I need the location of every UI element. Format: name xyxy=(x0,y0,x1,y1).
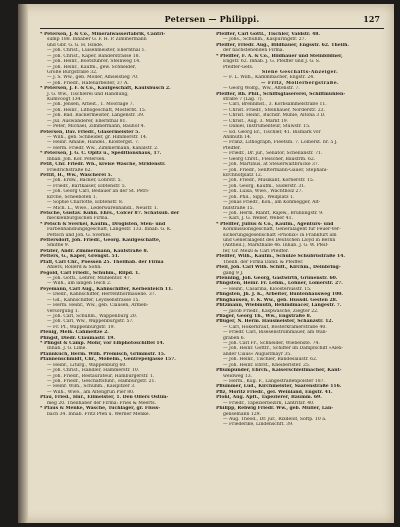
directory-entry-line: — Jacob Friedr., Kaspwäsche, Ziegter 22. xyxy=(223,308,319,314)
directory-entry-line: und Generalagent des Deutschen Lloyd in Berlin xyxy=(223,238,336,244)
directory-entry-line: fer, Gr. Meizl & Carl Pfeiffer. xyxy=(223,248,289,254)
directory-entry-line: — Wilh., Wwe., am Altengrun Pier 80. xyxy=(47,389,135,395)
directory-entry-line: — Joh. Heinr., Bootsführer, Steinweg 14. xyxy=(47,59,141,65)
directory-entry-line: — Joh. Erdw., Bäcker, Lohrstr. 5. xyxy=(47,178,122,184)
directory-entry-line: Pettersdorf, Joh. Friedr., Georg. Kaufgeschäfte, xyxy=(40,238,161,244)
directory-entry-line: — Jul. Auswanderer, Ellernthal 81. xyxy=(47,118,127,124)
directory-entry-line: kirche, Scheebofen 1. xyxy=(47,194,98,200)
directory-entry-line: — Joh. Friedr., Senftermann-Gauer, Stephani- xyxy=(223,167,328,173)
directory-entry-line: — Friedr. Carl, Bisesenstrummauer, am Wall- xyxy=(223,330,328,336)
directory-entry-line: Pfitzmann, Wiebmuth, Behindmacer, Langestr. 7. xyxy=(216,303,342,309)
directory-entry-line: Pflumpunder, Ehrch., Kaiserschleifmacher, Kant- xyxy=(216,368,342,374)
directory-entry-line: * Pfingst & Camp. Mohr, vor Elbphotoschiffel 14. xyxy=(40,341,165,347)
directory-entry-line: — Joh. Friedr., Geschäftsführ., Hamburgstr. 21. xyxy=(47,379,156,384)
directory-entry-line: — Christ., Aug. 3. Markt 19. xyxy=(223,118,289,124)
page-header xyxy=(40,14,384,27)
directory-entry-line: Pfenning, Joh. Georg, Gastwirth, Grünenstr. 60. xyxy=(216,275,338,281)
header-rule xyxy=(40,28,384,29)
directory-entry-line: Pfeil, Joh. Carl Wilh. Schiff., Kirchm., Deinbring- xyxy=(216,265,341,271)
directory-entry-line: Pfaff, Carl Chr., Poessen 25. Theilhab. der Firma xyxy=(40,259,164,265)
directory-entry-line: Pfläger, Georg Th., Ww., Engstraße 8. xyxy=(216,313,312,319)
directory-entry-line: Petersen, Dav. Friedr., Glasermeister 5. xyxy=(40,129,140,135)
page-gutter-shadow xyxy=(18,4,28,523)
directory-entry-line: — Heinr. Amalie, Händel., Klöstergst. 7. xyxy=(47,140,140,146)
directory-entry-line: Pfeiffer, Friedr. Aug., Bildhauer, Engsstr. 62. Theilh. xyxy=(216,42,349,48)
directory-entry-line: Inhab. J. G. Lime. xyxy=(47,346,87,352)
directory-entry-line: gensemann 129. xyxy=(223,411,262,417)
directory-entry-line: Pfeiffer, Rh. Phil., Schiffsgläsererei, Schiffmühlen- xyxy=(216,91,346,97)
directory-entry-line: Pegold, Carl Friedr., Schuhm., Rilpd. 1. xyxy=(40,270,140,276)
directory-entry-line: sicherungsgesellschaft »Phönix« in Frankfurt am xyxy=(223,232,337,238)
directory-entry-line: — Fr. Pf., Wappenburgstr. 19. xyxy=(47,324,115,330)
directory-entry-line: — Joh. Friedr., Hafenarbeiter, 37 A. xyxy=(47,80,129,86)
directory-entry-line: Große Burgstraße 32. xyxy=(47,69,98,75)
directory-entry-line: sump 188. Inhaber G. F. H. P. Zimmermann xyxy=(47,37,147,43)
directory-entry-line: * Pfeiffer, F. A. & Co., Bildhauer und Steinbildner, xyxy=(216,53,343,59)
directory-entry-line: — Joh. Heinr. Ehrst., Kneiberlster. 25. xyxy=(223,362,311,368)
directory-entry-line: — Ed. Georg Er., Tischler, 41. Bismark vor xyxy=(223,129,321,135)
directory-entry-line: * Pfaus & Menke, Wäsche, Tuchlager, gr. Fluss- xyxy=(40,406,161,412)
directory-entry-line: — Joh. Luisa, Wwe., Wachtholz 27. xyxy=(223,189,303,195)
directory-entry-line: — Karl, J. G. Weber, Weber 41. xyxy=(223,216,293,222)
directory-entry-line: Peyemann, Carl Aug., Kahnschiffer, Kerbenteich 11. xyxy=(40,286,173,292)
directory-entry-line: Pettsch und Joh. G. Sverkel. xyxy=(47,232,112,238)
directory-entry-line: Smithe 9. xyxy=(47,243,70,249)
directory-entry-line: Inhab. Joh. Kör. Petersen. xyxy=(47,156,106,162)
directory-entry-line: — J. S. Ww., geb. Möller, Amselstieg 70. xyxy=(47,75,139,81)
directory-entry-line: — Joh. Carl, Schuhm., Wappenburg 20. xyxy=(47,313,138,319)
directory-entry-line: — Christ. Friedr., Steinhauer, Norderstr. 23. xyxy=(223,107,325,113)
directory-entry-line: — Joh. Heinr., Tischler, Bandeslaustr. 62. xyxy=(223,357,318,363)
directory-entry-line: Friedrichstraße 62. xyxy=(47,167,92,173)
directory-entry-line: — Carl, Hökerkraut, Bosterkramerstraße 40. xyxy=(223,324,327,330)
directory-entry-line: — Joh. Gottl., Lehrer, Mühlentor. 47. xyxy=(47,275,132,281)
directory-entry-line: — Joh. Carl Fr., Schneider, Wiebenste. 74. xyxy=(223,341,320,347)
directory-entry-line: Kumvoogt 134. xyxy=(47,97,82,103)
directory-entry-line: * Pfeiffer, Julius & Co., Kaufm., Agenturs- und xyxy=(216,221,334,227)
directory-entry-line: Ahlmuth 14. xyxy=(223,135,252,141)
directory-entry-line: Pflüger, N. Herm. Hausmeister, Schanzstr. 12. xyxy=(216,319,334,325)
directory-entry-line: Pfingst, Diedr. Ciaumastr. 19. xyxy=(40,335,115,341)
directory-entry-line: — Franz, Lithograph, Fleetsm. 7. Lomerst. nr. 5 J. xyxy=(223,140,338,146)
directory-entry-line: — Joh. Martinus, at Steuerwaltbrücke 37. xyxy=(223,162,320,168)
directory-entry-line: — Sophie Charlotte, Elbtenstr. 8. xyxy=(47,200,124,206)
directory-entry-line: — Joh. Herm. Rlanft, Rajew., Brühlingstr. 9. xyxy=(223,210,324,216)
directory-entry-line: und Gbr. G. G. H. Hinde. xyxy=(47,42,104,48)
directory-entry-line: versorgung 1. xyxy=(47,308,80,314)
directory-entry-line: Pfannkuch, Herm. Wilh. Premisch, Grimmstr. 15. xyxy=(40,351,166,357)
directory-entry-line: gang 9 J. xyxy=(223,270,244,276)
directory-entry-line: Pfau, Fried., Hnr., Eilmeister, 1. Den Ollers Ostim- xyxy=(40,395,169,401)
directory-entry-line: — Herm. Friedr. Ww., Zimmermann, Kanalstr. 2. xyxy=(47,145,159,151)
directory-entry-line: (Abtheil.), Markthalle 46. Inhab. J. G. W. Pfeif- xyxy=(223,243,329,249)
directory-entry-line: — Friedr., Tapezierbezirk, Lantritzr. 40. xyxy=(223,400,315,406)
directory-entry-line: — F. L. Wilh., Kammmacher, Engstr. 24. xyxy=(223,75,315,81)
directory-entry-line: Pfannenschmidt, Chr., Möbelm., Gentrepelgasse 157. xyxy=(40,357,176,363)
directory-entry-line: Ahlers, Rollerd & Sohn. xyxy=(47,265,102,271)
directory-entry-line: — Joh. Heinr., Kaufm., gew. Schneider, xyxy=(47,64,137,70)
directory-entry-line: Pfeiffer-Gefs. xyxy=(223,64,254,70)
directory-entry-line: Engstr. 62. Inhab. J. G. Pfeiffer und J. G. S. xyxy=(223,59,321,65)
directory-entry-line: — Peter, Michael, Zimmermann, Bauhof 4. xyxy=(47,124,145,130)
directory-entry-line: Farbenhandlungsgeschäft, Langestr. 133. Inhab. G. K. xyxy=(47,227,172,233)
directory-entry-line: — Herm., Kug. F., Langestraßenpolster 187. xyxy=(223,379,325,384)
directory-entry-line: — Heinr., Cäsarina, Kloosteriusstr. 15. xyxy=(223,286,312,292)
directory-entry-line: meg 20. Theilhaber der Firma: Fries & Meerts. xyxy=(47,400,157,406)
directory-entry-line: Petit, Chr. Friedr. Wh., kreise Wäsche, Stridenstr. xyxy=(40,162,166,168)
directory-entry-line: — Georg Wolfg., Ww., Altenstr. 7. xyxy=(223,86,300,92)
directory-entry-line: ander Ciaus« Augustmayr 35. xyxy=(223,351,292,357)
directory-entry-line: Pflz, Moritz Friedr., gel. Weinland, Engstr. 41. xyxy=(216,389,333,395)
directory-entry-line: Pflummer, Lud., Kirchmeister, Saarenstraße 116. xyxy=(216,384,342,390)
directory-entry-line: hüfstraße 15. xyxy=(223,205,254,211)
directory-entry-line: — Joh. Carl, Ww., Wappenburgstr. 57. xyxy=(47,319,134,325)
directory-entry-line: Philipp, Rebwig Friedr. Ww., geb. Müller, Lan- xyxy=(216,406,334,412)
directory-entry-line: * Petsch & Sverkel, Kaufm., Drogisten, Sten- und xyxy=(40,221,166,227)
directory-entry-line: — Joh. Friedr., Restaurateur, Hamburgerstr. 1. xyxy=(47,373,155,379)
directory-entry-line: — Joh. Friedr., Musikant, Körnerstr. 15. xyxy=(223,178,315,184)
directory-entry-line: * Petersen, J. G. C. Opitz u., Speditionshaus, 17. xyxy=(40,151,162,157)
directory-entry-line: graben 6. xyxy=(223,335,246,341)
directory-entry-line: — Georg Chrst., Fleischer, Baustrm. 62. xyxy=(223,156,316,162)
directory-entry-line: * Petersen, J. F. & Co., Kaufgeschäft, Kaufsbusch 2. xyxy=(40,86,171,92)
directory-entry-line: — Joh. Bad. Bäckermeister, Langenstr. 39. xyxy=(47,113,145,119)
directory-entry-line: — Wilh., geb. Schneider, gr. Himmerstr. 14. xyxy=(47,135,148,141)
directory-entry-line: — Joh. Phil., Sipp., Weilplatz 1. xyxy=(223,194,295,200)
directory-entry-line: — Heinr. Wilh., Schuhm., Kaispitzer 3. xyxy=(47,384,136,390)
directory-entry-line: — Joh. Georg, Kaufm., Süderstr. 31. xyxy=(223,183,306,189)
directory-entry-line: J. G. Ww., Tischlerei und Handlung, xyxy=(47,91,129,97)
directory-entry-line: mecklenburgischen Firma. xyxy=(47,216,109,222)
directory-entry-line: Pfingsten, Heinr. Fr. Lehm., Löhner, Lomerstr. 27. xyxy=(216,281,343,287)
directory-entry-line: — Friedr., Dr. jur., Senator, Schellanstr. 71. xyxy=(223,151,323,157)
directory-entry-line: kirchhofplatz 12. xyxy=(223,172,263,178)
directory-entry-line: Pfingsten, Jh. J. K., Arbeiter, Buntenhausweg 100. xyxy=(216,292,343,298)
directory-entry-line: Pfinghausen, F. K. Ww., geb. Hussdl. Gesten 28. xyxy=(216,297,338,303)
directory-entry-line: — Friedr., Bartkaiser, Elbtenstr. 5. xyxy=(47,183,127,189)
directory-entry-line: — Johs., Schuhm., Kaspuringstr. 27. xyxy=(223,37,306,43)
directory-entry-line: — Gd., Kahnschiffer, Leydsenstrasse 15. xyxy=(47,297,140,303)
directory-entry-line: Pfeiffer. xyxy=(223,145,241,151)
directory-entry-line: — Joh. Jensen, Arbeit., 1. Moorlage 7. xyxy=(47,102,134,108)
page-running-title: Petersen — Philippi. xyxy=(164,14,260,24)
directory-entry-line: bach 34. Inhab. Fritz Pfen u. Werner Menke. xyxy=(47,411,151,417)
directory-entry-line: — Joh. Christ., Luisenmeister, Ellernthal 1. xyxy=(47,48,146,54)
directory-entry-line: Petzler, Andr. Zimmermann, Kaufstraße 8. xyxy=(40,248,149,254)
directory-entry-line: — Heinr., Liturg., Wappenburg 60. xyxy=(47,362,127,368)
directory-entry-line: — Mich. L., Wwe., Lederwarenhandl., Neustr. 1. xyxy=(47,205,159,211)
directory-entry-line: — Wilh., am langen Teich 2. xyxy=(47,281,112,287)
directory-entry-line: * Petersen, J. & Co., Mineralwasserfabrik, Cantri- xyxy=(40,32,166,37)
directory-entry-line: — Daniel, Instrumenteur, Stuwstr. 15. xyxy=(223,124,311,130)
directory-entry-line: — Friederike, Lindenschft. 39. xyxy=(223,422,294,428)
directory-entry-line: — Aug. Theod., Dr. jur., Rixdelof, Söftp. 10 a. xyxy=(223,416,327,422)
directory-entry-line: — Joh. Heinr., Lithogeschäft, Mosterbt. 15. xyxy=(47,107,147,113)
right-column xyxy=(216,32,384,428)
left-column xyxy=(40,32,208,417)
directory-entry-line: Kommissionsgeschäft, Generalagent für Feuer-Ver- xyxy=(223,227,341,233)
directory-entry-line: Siehe Geschäfts-Anzeiger. xyxy=(261,69,339,75)
directory-entry-line: Petsche, Gustav. Kuhn. Ehrs., Colcer 87. Schatsub. der xyxy=(40,210,180,216)
directory-entry-line: — Carl, Brennmst., 3. Korbsammelstraße 11. xyxy=(223,102,327,108)
page-number: 127 xyxy=(363,14,380,24)
directory-entry-line: weidweg 13. xyxy=(223,373,253,379)
directory-page xyxy=(18,4,394,523)
directory-entry-line: — Joh. Christ., Händler, Hammerstr. 10. xyxy=(47,368,140,374)
directory-entry-line: Theilh. der Firma Dand. & Pfeiffer. xyxy=(223,259,304,265)
directory-entry-line: — Christ. Heinr., Buchdr. Mühle, Altona 3 D. xyxy=(223,113,326,119)
directory-entry-line: — Joh. Christ., Käper, Bänderstrasse 18. xyxy=(47,53,141,59)
directory-entry-line: Pettit, H., Ww., Wäscherei 5. xyxy=(40,172,113,178)
directory-entry-line: — Joh. Heinr. Gottfr., Schiffer im Dampfschiff »Alex- xyxy=(223,346,343,352)
directory-entry-line: — Jonas Friedr., Kön., am Kohmegger, Alt- xyxy=(223,200,321,206)
directory-entry-line: Pfeiffer, Carl Gottl., Tischler, Valdstr. 48. xyxy=(216,32,320,37)
directory-entry-line: — Herm. Heinr., Ww., geb. Clausen, Armen- xyxy=(47,303,149,309)
directory-entry-line: der nachstehenden Firma. xyxy=(223,48,284,54)
directory-entry-line: — Joh. Georg Carl, Bedauer an der St. Petri- xyxy=(47,189,150,195)
directory-entry-line: Petters, G., Käper, Grengst. 51. xyxy=(40,254,120,260)
directory-entry-line: Pfenig, Melk. Cahmeitze 2. xyxy=(40,330,109,336)
directory-entry-line: Pfeiffer, Wilh., Kaufm., Schulze Schubrüstraße 14. xyxy=(216,254,345,260)
directory-entry-line: straße 7 (Lag. 7). xyxy=(223,97,263,103)
directory-entry-line: Pfohl, Aug. Apft., Tapezierer, Baumm. 69. xyxy=(216,395,322,401)
directory-entry-line: — Fritz, Möllerbergstraße. xyxy=(260,80,340,86)
directory-entry-line: — Diedr., Kahnschiffer, Herrenthormauelle. 37. xyxy=(47,292,157,298)
